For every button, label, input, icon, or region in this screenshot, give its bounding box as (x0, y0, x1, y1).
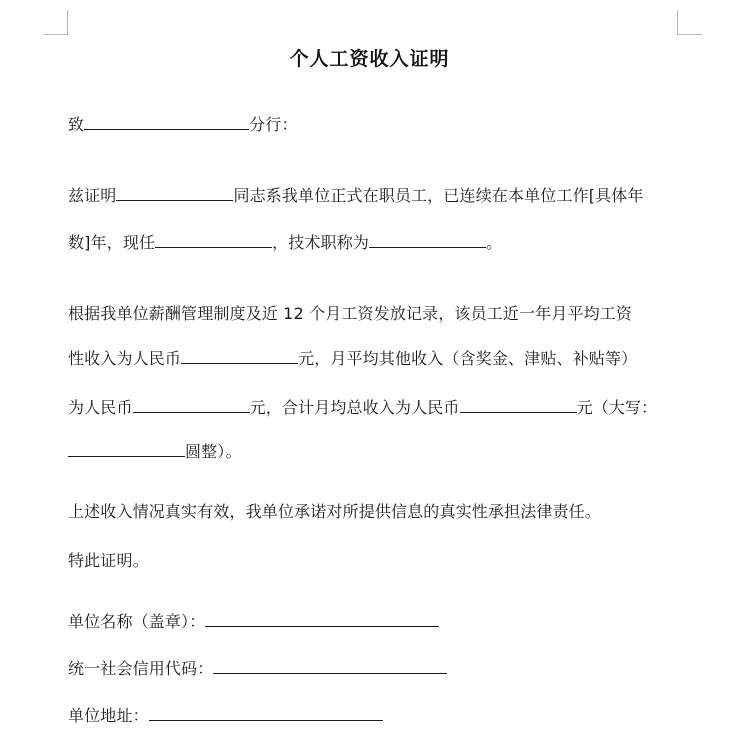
addressee-line (68, 114, 681, 136)
para2-text-2a: 性收入为人民币 (68, 349, 182, 368)
para1-text-e: 。 (486, 233, 503, 252)
hereby-line (68, 550, 681, 572)
para2-line2 (68, 348, 681, 370)
total-income-blank[interactable] (460, 397, 577, 413)
crop-mark-top-left (43, 10, 68, 35)
bank-branch-blank[interactable] (84, 114, 249, 130)
para2-text-1: 根据我单位薪酬管理制度及近 12 个月工资发放记录，该员工近一年月平均工资 (68, 304, 633, 323)
addressee-suffix: 分行： (249, 115, 298, 134)
statement-text: 上述收入情况真实有效，我单位承诺对所提供信息的真实性承担法律责任。 (68, 502, 601, 521)
para1-text-c: 数]年，现任 (68, 233, 156, 252)
para1-text-b: 同志系我单位正式在职员工，已连续在本单位工作[具体年 (233, 186, 644, 205)
unit-name-field (68, 611, 681, 633)
address-label: 单位地址： (68, 706, 149, 725)
para1-line2 (68, 232, 681, 254)
document-title: 个人工资收入证明 (289, 48, 450, 70)
crop-mark-top-right (677, 10, 702, 35)
avg-salary-blank[interactable] (181, 348, 298, 364)
credit-code-label: 统一社会信用代码： (68, 659, 214, 678)
para1-text-d: ，技术职称为 (272, 233, 370, 252)
para2-text-2b: 元，月平均其他收入（含奖金、津贴、补贴等） (298, 349, 638, 368)
para1-text-a: 兹证明 (68, 186, 117, 205)
credit-code-field (68, 658, 681, 680)
para2-line3 (68, 397, 681, 419)
address-blank[interactable] (149, 705, 383, 721)
address-field (68, 705, 681, 727)
para2-line1 (68, 303, 681, 325)
position-blank[interactable] (155, 232, 272, 248)
para2-line4 (68, 441, 681, 463)
addressee-prefix: 致 (68, 115, 85, 134)
other-income-blank[interactable] (133, 397, 250, 413)
para2-text-3b: 元，合计月均总收入为人民币 (249, 398, 460, 417)
unit-name-blank[interactable] (205, 611, 439, 627)
title-level-blank[interactable] (369, 232, 486, 248)
para2-text-3a: 为人民币 (68, 398, 133, 417)
para2-text-3c: 元（大写： (576, 398, 658, 417)
statement-line (68, 501, 681, 523)
hereby-text: 特此证明。 (68, 551, 149, 570)
para2-text-4b: 圆整）。 (185, 442, 242, 461)
unit-name-label: 单位名称（盖章）： (68, 612, 206, 631)
credit-code-blank[interactable] (213, 658, 447, 674)
employee-name-blank[interactable] (116, 185, 233, 201)
amount-in-words-blank[interactable] (68, 441, 185, 457)
para1-line1 (68, 185, 681, 207)
